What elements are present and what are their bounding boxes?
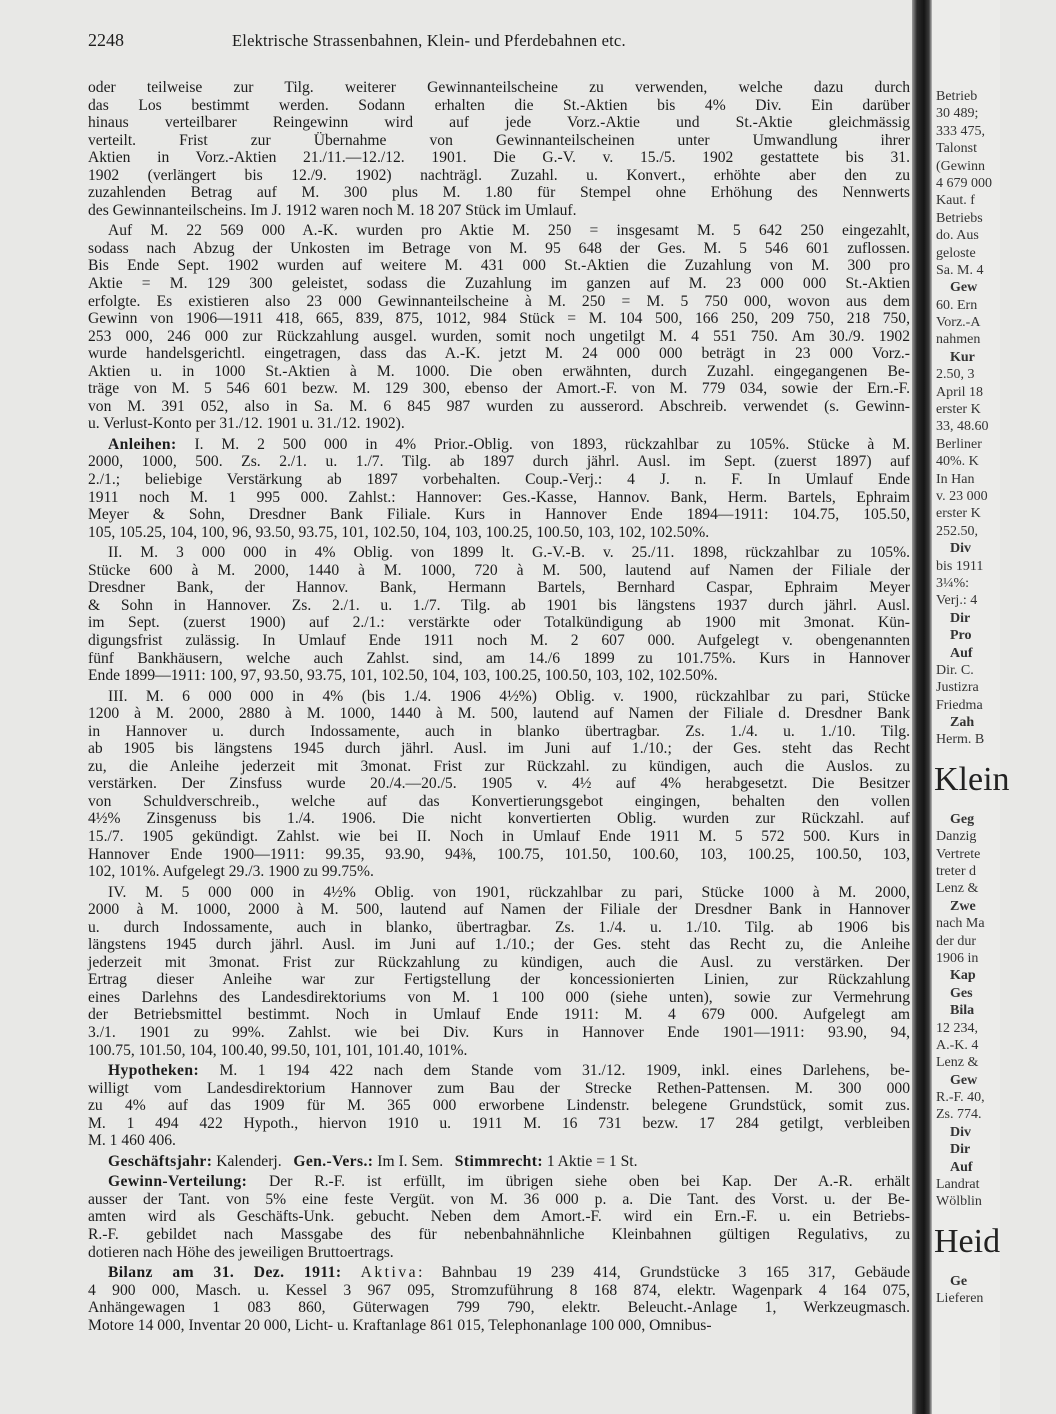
adjacent-line: Vertrete (936, 846, 981, 862)
running-title: Elektrische Strassenbahnen, Klein- und Pferdebahnen etc. (232, 31, 626, 50)
adjacent-line: Betrieb (936, 89, 978, 104)
adjacent-page-lines (936, 88, 1056, 1308)
adjacent-line: A.-K. 4 (936, 1037, 979, 1053)
text-line: Aktien in Vorz.-Aktien 21./11.—12./12. 1901. Die G.-V. v. 15./5. 1902 gestattete bis 31. (88, 149, 910, 167)
text-line: wurde handelsgerichtl. eingetragen, dass das A.-K. jetzt M. 24 000 000 beträgt in 23 000 Vorz.- (88, 345, 910, 363)
text-line: des Gewinnanteilscheins. Im J. 1912 waren noch M. 18 207 Stück im Umlauf. (88, 201, 577, 219)
adjacent-line: 1906 in (936, 950, 979, 966)
adjacent-line: Div (950, 1124, 971, 1140)
adjacent-line: Landrat (936, 1177, 980, 1193)
adjacent-line: Zah (950, 715, 975, 731)
text-line: 15./7. 1905 gekündigt. Zahlst. wie bei II. Noch in Umlauf Ende 1911 M. 5 572 500. Kurs in (88, 827, 910, 845)
text-line: fünf Bankhäusern, welche auch Zahlst. sind, am 14./6 1899 zu 101.75%. Kurs in Hannover (88, 649, 910, 667)
adjacent-line: 60. Ern (936, 297, 978, 313)
text-line: im Sept. (zuerst 1900) auf 2./1.: verstärkte oder Totalkündigung ab 1900 mit 3monat. Kün- (88, 614, 910, 632)
adjacent-line: Kap (950, 968, 976, 984)
text-line: zuzahlenden Betrag auf M. 300 plus M. 1.80 für Stempel ohne Erhöhung des Nennwerts (88, 184, 910, 202)
text-line: digungsfrist zulässig. In Umlauf Ende 1911 noch M. 2 607 000. Aufgelegt v. obengenannten (88, 631, 910, 649)
adjacent-line: April 18 (936, 384, 984, 400)
section-label: Stimmrecht: (454, 1152, 543, 1170)
paragraph (88, 1173, 910, 1261)
adjacent-line: erster K (936, 506, 981, 522)
adjacent-line: 40%. K (936, 454, 979, 470)
text-line: III. M. 6 000 000 in 4% (bis 1./4. 1906 4½%) Oblig. v. 1900, rückzahlbar zu pari, Stücke (108, 687, 910, 705)
adjacent-page-fragment (932, 0, 1010, 1414)
adjacent-line: (Gewinn (936, 158, 985, 174)
text-line: 2000, 1000, 500. Zs. 2./1. u. 1./7. Tilg. ab 1897 durch jährl. Ausl. im Sept. (zuerst 1897) auf (88, 453, 910, 471)
text-line (88, 1264, 910, 1282)
section-label: Bilanz am 31. Dez. 1911: (108, 1264, 342, 1282)
adjacent-line: Justizra (936, 680, 979, 696)
text-line: träge von M. 5 546 601 bezw. M. 129 300, ebenso der Amort.-F. von M. 779 034, sowie der Ern.-F. (88, 380, 910, 398)
text-line: Meyer & Sohn, Dresdner Bank Filiale. Kurs in Hannover Ende 1894—1911: 104.75, 105.50, (88, 506, 910, 524)
adjacent-line: bis 1911 (936, 558, 984, 574)
text-segment (341, 1264, 360, 1281)
adjacent-line: 4 679 000 (936, 175, 992, 191)
adjacent-line: 33, 48.60 (936, 419, 989, 435)
main-text-column (88, 79, 910, 1334)
adjacent-line: Geg (950, 811, 975, 827)
text-line: Aktien u. in 1000 St.-Aktien à M. 1000. Die oben erwähnten, durch Zuzahl. eingegangenen Be- (88, 362, 910, 380)
paragraph (88, 884, 910, 1059)
adjacent-line: Talonst (936, 141, 978, 157)
text-line: von Schuldverschreib., welche auf das Konvertierungsgebot eingingen, behalten den vollen (88, 792, 910, 810)
text-line (88, 1153, 910, 1171)
text-line: 102, 101%. Aufgelegt 29./3. 1900 zu 99.75%. (88, 863, 374, 881)
text-line: verstärken. Der Zinsfuss wurde 20./4.—20./5. 1905 v. 4½ auf 4% herabgesetzt. Die Besitzer (88, 775, 910, 793)
text-segment: I. M. 2 500 000 in 4% Prior.-Oblig. von 1893, rückzahlbar zu 105%. Stücke à M. (176, 435, 910, 453)
text-line: M. 1 494 422 Hypoth., hiervon 1910 u. 1911 M. 16 731 bezw. 17 284 getilgt, verbleiben (88, 1114, 910, 1132)
paragraph (88, 436, 910, 541)
adjacent-line: 12 234, (936, 1020, 978, 1036)
text-line: R.-F. gebildet nach Massgabe des für nebenbahnähnliche Kleinbahnen gültigen Regulativs, zu (88, 1226, 910, 1243)
adjacent-line: treter d (936, 864, 977, 880)
adjacent-line: Verj.: 4 (936, 593, 978, 609)
adjacent-line: Lenz & (936, 881, 979, 897)
adjacent-line: Friedma (936, 697, 983, 713)
text-line: 2./1.; beliebige Verstärkung ab 1897 vorbehalten. Coup.-Verj.: 4 J. n. F. In Umlauf Ende (88, 471, 910, 489)
adjacent-line: Gew (950, 1072, 978, 1088)
text-line: willigt vom Landesdirektorium Hannover zum Bau der Strecke Rethen-Pattensen. M. 300 000 (88, 1079, 910, 1097)
adjacent-line: Berliner (936, 436, 982, 452)
adjacent-line: erster K (936, 402, 981, 418)
text-line: Stücke 600 à M. 2000, 1440 à M. 1000, 720 à M. 500, lautend auf Namen der Filiale der (88, 561, 910, 579)
text-line: von M. 391 052, also in Sa. M. 6 845 987 wurden zu ausserord. Abschreib. verwendet (s. Gewinn- (88, 397, 910, 415)
paragraph (88, 1062, 910, 1150)
text-line: amten wird als Geschäfts-Unk. gebucht. Neben dem Amort.-F. wird ein Ern.-F. u. ein Betriebs- (88, 1208, 910, 1226)
text-line (88, 1173, 910, 1191)
text-line: 105, 105.25, 104, 100, 96, 93.50, 93.75, 101, 102.50, 104, 103, 100.25, 100.50, 103, 102, 102.50%. (88, 523, 710, 541)
adjacent-line: nach Ma (936, 916, 985, 932)
adjacent-line: Ge (950, 1273, 968, 1289)
section-label: Gen.-Vers.: (293, 1152, 374, 1170)
text-line: 1200 à M. 2000, 2880 à M. 1000, 1440 à M. 500, lautend auf Namen der Filiale d. Dresdner Bank (88, 705, 910, 723)
adjacent-line: 3¼%: (936, 575, 970, 591)
section-label: Gewinn-Verteilung: (108, 1173, 248, 1191)
adjacent-line: Vorz.-A (936, 315, 981, 331)
adjacent-line: Kur (950, 349, 975, 365)
text-line: 100.75, 101.50, 104, 100.40, 99.50, 101, 101, 101.40, 101%. (88, 1041, 468, 1059)
adjacent-line: Ges (950, 985, 973, 1001)
adjacent-line: Auf (950, 1159, 973, 1175)
text-line: hinaus verteilbarer Reingewinn wird auf jede Vorz.-Aktie und St.-Aktie gleichmässig (88, 114, 910, 132)
adjacent-line: do. Aus (936, 228, 979, 244)
text-line: Auf M. 22 569 000 A.-K. wurden pro Aktie M. 250 = insgesamt M. 5 642 250 eingezahlt, (108, 222, 910, 240)
section-label: Anleihen: (108, 435, 177, 453)
section-label: Geschäftsjahr: (108, 1152, 213, 1170)
text-line (88, 1062, 910, 1080)
text-line: der Betriebsmittel bestimmt. Noch in Umlauf Ende 1911: M. 4 679 000. Aufgelegt am (88, 1006, 910, 1024)
adjacent-line: Herm. B (936, 732, 985, 748)
adjacent-line: Lenz & (936, 1055, 979, 1071)
text-line: Bis Ende Sept. 1902 wurden auf weitere M. 431 000 St.-Aktien die Zuzahlung von M. 300 pro (88, 257, 910, 275)
text-line: Gewinn von 1906—1911 418, 665, 839, 875, 1012, 984 Stück = M. 104 500, 166 250, 209 750, 218 750, (88, 310, 910, 328)
adjacent-line: Pro (950, 628, 972, 644)
text-line: Motore 14 000, Inventar 20 000, Licht- u. Kraftanlage 861 015, Telephonanlage 100 000, Omnibus- (88, 1316, 712, 1334)
adjacent-line: Bila (950, 1003, 975, 1019)
text-line: 3./1. 1901 zu 99%. Zahlst. wie bei Div. Kurs in Hannover Ende 1901—1911: 93.90, 94, (88, 1023, 910, 1041)
text-segment: M. 1 194 422 nach dem Stande vom 31./12. 1909, inkl. eines Darlehens, be- (199, 1062, 910, 1080)
adjacent-line: Zwe (950, 898, 976, 914)
text-line: ab 1905 bis längstens 1945 durch jährl. Ausl. im Juni auf 1./10.; der Ges. steht das Recht (88, 740, 910, 758)
text-line: dotieren nach Höhe des jeweiligen Bruttoertrags. (88, 1243, 394, 1261)
text-segment: Der R.-F. ist erfüllt, im übrigen siehe oben bei Kap. Der A.-R. erhält (247, 1173, 910, 1191)
paragraph (88, 222, 910, 433)
paragraph (88, 79, 910, 219)
paragraph (88, 1264, 910, 1334)
section-label: Hypotheken: (108, 1062, 200, 1080)
text-line: 1911 noch M. 1 995 000. Zahlst.: Hannover: Ges.-Kasse, Hannov. Bank, Herm. Bartels, Ephraim (88, 488, 910, 506)
adjacent-line: Dir (950, 1142, 971, 1158)
paragraph (88, 1153, 910, 1171)
adjacent-line: Dir (950, 610, 971, 626)
adjacent-line: Kaut. f (936, 193, 975, 209)
adjacent-line: Auf (950, 645, 973, 661)
text-line: das Los bestimmt werden. Sodann erhalten die St.-Aktien bis 4% Div. Ein darüber (88, 96, 910, 114)
text-line: Hannover Ende 1900—1911: 99.35, 93.90, 94⅜, 100.75, 101.50, 100.60, 103, 100.25, 100.50, 103, (88, 845, 910, 863)
adjacent-line: Gew (950, 280, 978, 296)
text-line: oder teilweise zur Tilg. weiterer Gewinnanteilscheine zu verwenden, welche dazu durch (88, 79, 910, 96)
adjacent-line: nahmen (936, 332, 981, 348)
text-segment: 1 Aktie = 1 St. (542, 1152, 638, 1170)
text-line: zu, die Anleihe jederzeit mit 3monat. Frist zur Rückzahl. zu kündigen, auch die Auslos. zu (88, 757, 910, 775)
adjacent-line: geloste (936, 245, 976, 261)
adjacent-line: 333 475, (936, 123, 985, 139)
text-line: 4 900 000, Masch. u. Kessel 3 967 095, Stromzuführung 8 168 874, elektr. Wagenpark 4 164 075, (88, 1281, 910, 1299)
adjacent-line: In Han (936, 471, 975, 487)
page-number: 2248 (88, 30, 124, 50)
text-line: 253 000, 246 000 zur Rückzahlung ausgel. wurden, somit noch ungetilgt M. 4 551 750. Am 30./9. 1902 (88, 327, 910, 345)
adjacent-line: Div (950, 541, 971, 557)
book-gutter-shadow (912, 0, 932, 1414)
text-segment: Im I. Sem. (373, 1152, 455, 1170)
adjacent-line: Danzig (936, 829, 977, 845)
text-line: sodass nach Abzug der Unkosten im Betrage von M. 95 648 der Ges. M. 5 546 601 zuflossen. (88, 239, 910, 257)
text-line: Ertrag dieser Anleihe war zur Fertigstellung der koncessionierten Linien, zur Rückzahlung (88, 971, 910, 989)
adjacent-line: Zs. 774. (936, 1107, 982, 1123)
text-segment: : Bahnbau 19 239 414, Grundstücke 3 165 317, Gebäude (418, 1264, 910, 1282)
text-line: & Sohn in Hannover. Zs. 2./1. u. 1./7. Tilg. ab 1901 bis längstens 1937 durch jährl. Ausl. (88, 596, 910, 614)
adjacent-line: der dur (936, 933, 977, 949)
adjacent-section-heading: Klein (934, 760, 1010, 798)
adjacent-line: Dir. C. (936, 662, 974, 678)
text-line: ausser der Tant. von 5% eine feste Vergüt. von M. 36 000 p. a. Die Tant. des Vorst. u. der Be- (88, 1190, 910, 1208)
adjacent-line: Betriebs (936, 210, 983, 226)
text-segment: Kalenderj. (212, 1152, 294, 1170)
text-line: zu 4% auf das 1909 für M. 365 000 erworbene Lindenstr. belegene Grundstück, somit zus. (88, 1097, 910, 1115)
text-line: längstens 1945 durch jährl. Ausl. im Juni auf 1./10.; der Ges. steht das Recht zu, die Anleihe (88, 936, 910, 954)
text-line: jederzeit mit 3monat. Frist zur Rückzahlung zu kündigen, auch die Ausl. zu verstärken. Der (88, 953, 910, 971)
text-line (88, 436, 910, 454)
adjacent-line: R.-F. 40, (936, 1090, 985, 1106)
paragraph (88, 688, 910, 881)
text-line: u. Verlust-Konto per 31./12. 1901 u. 31./12. 1902). (88, 415, 405, 433)
adjacent-section-heading: Heid (934, 1222, 1001, 1260)
adjacent-line: 2.50, 3 (936, 367, 975, 383)
adjacent-line: Wölblin (936, 1194, 982, 1210)
adjacent-line: Lieferen (936, 1291, 984, 1307)
adjacent-line: 30 489; (936, 106, 979, 122)
text-line: Aktie = M. 129 300 geleistet, sodass die Zuzahlung im ganzen auf M. 23 000 000 St.-Aktien (88, 275, 910, 293)
text-line: eines Darlehns des Landesdirektoriums von M. 1 100 000 (siehe unten), sowie zur Vermehrung (88, 988, 910, 1006)
text-line: Dresdner Bank, der Hannov. Bank, Hermann Bartels, Bernhard Caspar, Ephraim Meyer (88, 579, 910, 597)
text-segment: Aktiva (360, 1264, 419, 1282)
page-header (88, 30, 768, 54)
text-line: u. durch Indossamente, auch in blanko, übertragbar. Zs. 1./4. u. 1./10. Tilg. ab 1906 bis (88, 918, 910, 936)
text-line: in Hannover u. durch Indossamente, auch in blanko übertragbar. Zs. 1./4. u. 1./10. Tilg. (88, 722, 910, 740)
adjacent-line: v. 23 000 (936, 488, 988, 504)
text-line: II. M. 3 000 000 in 4% Oblig. von 1899 lt. G.-V.-B. v. 25./11. 1898, rückzahlbar zu 105%. (108, 544, 910, 562)
text-line: 2000 à M. 1000, 2000 à M. 500, lautend auf Namen der Filiale der Dresdner Bank in Hannover (88, 901, 910, 919)
text-line: IV. M. 5 000 000 in 4½% Oblig. von 1901, rückzahlbar zu pari, Stücke 1000 à M. 2000, (108, 883, 910, 901)
text-line: verteilt. Frist zur Übernahme von Gewinnanteilscheinen unter Umwandlung ihrer (88, 131, 910, 149)
adjacent-line: Sa. M. 4 (936, 262, 984, 278)
text-line: M. 1 460 406. (88, 1132, 176, 1150)
adjacent-line: 252.50, (936, 523, 978, 539)
text-line: erfolgte. Es existieren also 23 000 Gewinnanteilscheine à M. 250 = M. 5 750 000, wovon aus dem (88, 292, 910, 310)
text-line: 4½% Zinsgenuss bis 1./4. 1906. Die nicht konvertierten Oblig. wurden zur Rückzahl. auf (88, 810, 910, 828)
paragraph (88, 544, 910, 684)
text-line: Ende 1899—1911: 100, 97, 93.50, 93.75, 101, 102.50, 104, 103, 100.25, 100.50, 103, 102, 102.50%. (88, 667, 718, 685)
text-line: 1902 (verlängert bis 12./9. 1902) nachträgl. Zuzahl. u. Konvert., erhöhte aber den zu (88, 166, 910, 184)
text-line: Anhängewagen 1 083 860, Güterwagen 799 790, elektr. Beleucht.-Anlage 1, Werkzeugmasch. (88, 1299, 910, 1317)
